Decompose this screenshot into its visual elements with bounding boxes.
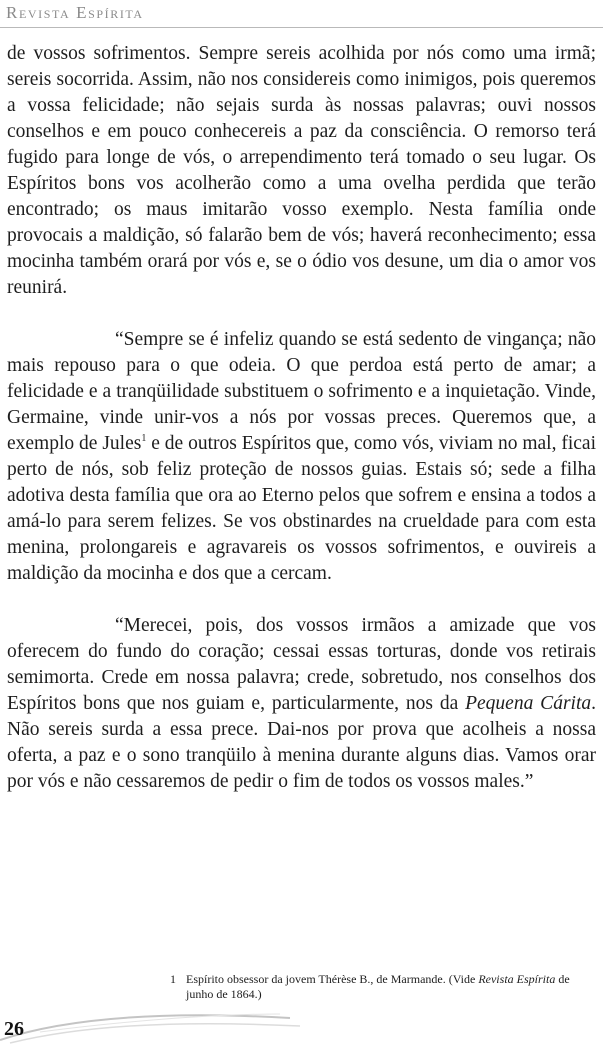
- footnote-reference: 1: [141, 433, 147, 444]
- footnote-text-start: Espírito obsessor da jovem Thérèse B., de Marmande. (Vide: [186, 972, 479, 986]
- paragraph-3-text-end: . Não sereis surda a essa prece. Dai-nos por prova que acolheis a nossa oferta, a paz e o sono tranqüilo à menina durante alguns dias. Vamos orar por vós e não cessaremos de pedir o fim de todos os vossos males.”: [7, 693, 596, 792]
- footnote: [170, 972, 598, 1002]
- page-number: 26: [4, 1018, 24, 1040]
- paragraph-1: de vossos sofrimentos. Sempre sereis acolhida por nós como uma irmã; sereis socorrida. Assim, não nos considereis como inimigos, pois queremos a vossa felicidade; não sejais surda às nossas palavras; ouvi nossos conselhos e em pouco conhecereis a paz da consciência. O remorso terá fugido para longe de vós, o arrependimento terá tomado o seu lugar. Os Espíritos bons vos acolherão como a uma ovelha perdida que terão encontrado; os maus imitarão vosso exemplo. Nesta família onde provocais a maldição, só falarão bem de vós; haverá reconhecimento; essa mocinha também orará por vós e, se o ódio vos desune, um dia o amor vos reunirá.: [7, 43, 596, 298]
- footnote-italic-title: Revista Espírita: [478, 972, 556, 986]
- paragraph-3: [7, 613, 596, 795]
- paragraph-2-text-start: “Sempre se é infeliz quando se está sedento de vingança; não mais repouso para o que odeia. O que perdoa está perto de amar; a felicidade e a tranqüilidade substituem o sofrimento e a inquietação. Vinde, Germaine, vinde unir-vos a nós por vossas preces. Queremos que, a exemplo de Jules: [7, 329, 596, 454]
- footnote-text-end: de junho de 1864.): [186, 972, 570, 1001]
- footnote-number: 1: [170, 972, 176, 986]
- body-text: [7, 41, 596, 795]
- paragraph-3-text-start: “Merecei, pois, dos vossos irmãos a amizade que vos oferecem do fundo do coração; cessai essas torturas, donde vos retirais semimorta. Crede em nossa palavra; crede, sobretudo, nos conselhos dos Espíritos bons que nos guiam e, particularmente, nos da: [7, 615, 596, 714]
- footer-swoosh-ornament: [0, 1000, 300, 1045]
- paragraph-2-text-end: e de outros Espíritos que, como vós, viviam no mal, ficai perto de nós, sob feliz proteção de nossos guias. Estais só; sede a filha adotiva desta família que ora ao Eterno pelos que sofrem e ensina a todos a amá-lo para serem felizes. Se vos obstinardes na crueldade para com esta menina, prolongareis e agravareis os vossos sofrimentos, e ouvireis a maldição da mocinha e dos que a cercam.: [7, 433, 597, 584]
- paragraph-2: [7, 327, 596, 587]
- header-rule: [0, 27, 603, 28]
- running-head: Revista Espírita: [6, 3, 144, 22]
- footnote-text: [186, 972, 598, 1002]
- paragraph-3-italic-title: Pequena Cárita: [465, 693, 592, 714]
